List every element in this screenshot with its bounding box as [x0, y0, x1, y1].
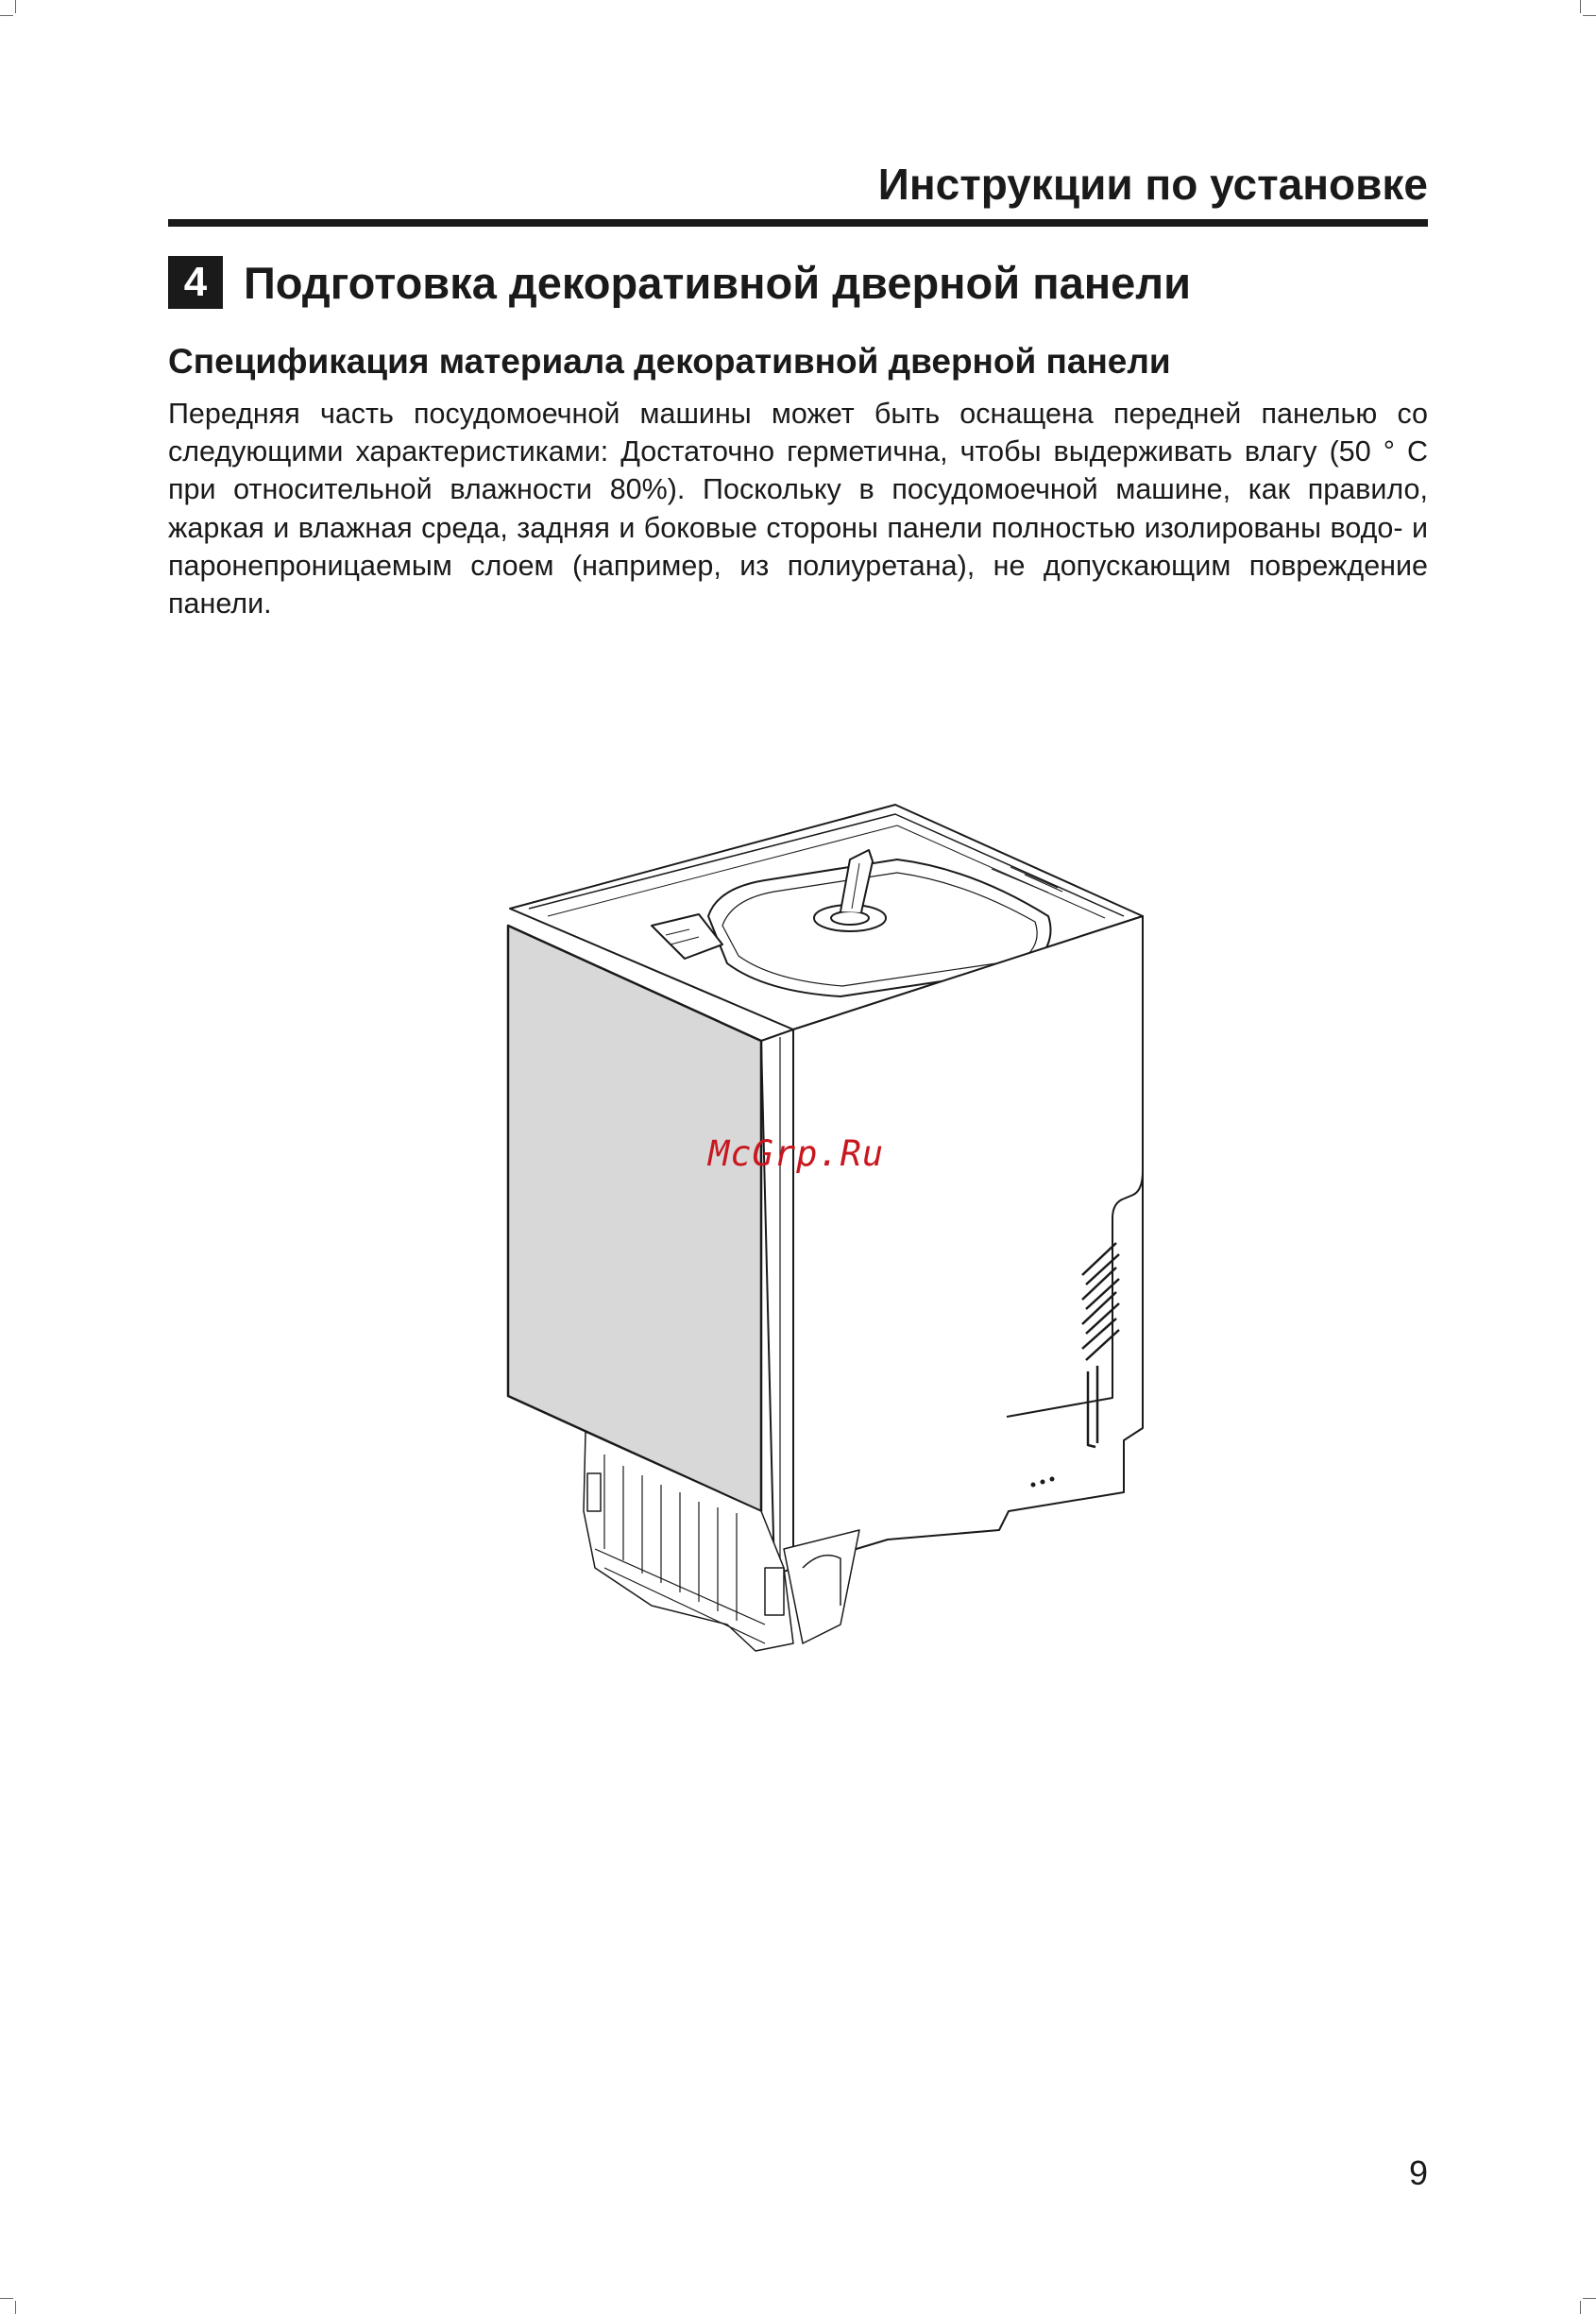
crop-mark	[1580, 2301, 1581, 2314]
dishwasher-illustration	[482, 793, 1162, 1681]
crop-mark	[0, 15, 13, 16]
section-number-badge: 4	[168, 256, 223, 309]
crop-mark	[1583, 2298, 1596, 2299]
header-title: Инструкции по установке	[877, 160, 1428, 209]
decorative-door-panel	[508, 926, 761, 1511]
dishwasher-side	[793, 916, 1143, 1568]
watermark: McGrp.Ru	[708, 1133, 885, 1174]
crop-mark	[1583, 15, 1596, 16]
section-title: Подготовка декоративной дверной панели	[244, 257, 1192, 308]
section-heading	[168, 256, 1191, 309]
crop-mark	[15, 0, 16, 13]
header-rule	[168, 219, 1428, 227]
crop-mark	[15, 2301, 16, 2314]
body-paragraph: Передняя часть посудомоечной машины может быть оснащена передней панелью со следующими характеристиками: Достаточно герметична, чтобы выдерживать влагу (50 ° C при относительной влажности 80%). Поскольку в посудомоечной машине, как правило, жаркая и влажная среда, задняя и боковые стороны панели полностью изолированы водо- и паронепроницаемым слоем (например, из полиуретана), не допускающим повреждение панели.	[168, 398, 1428, 621]
subsection-title: Спецификация материала декоративной дверной панели	[168, 342, 1171, 381]
page-number: 9	[1408, 2153, 1428, 2192]
crop-mark	[1580, 0, 1581, 13]
crop-mark	[0, 2298, 13, 2299]
